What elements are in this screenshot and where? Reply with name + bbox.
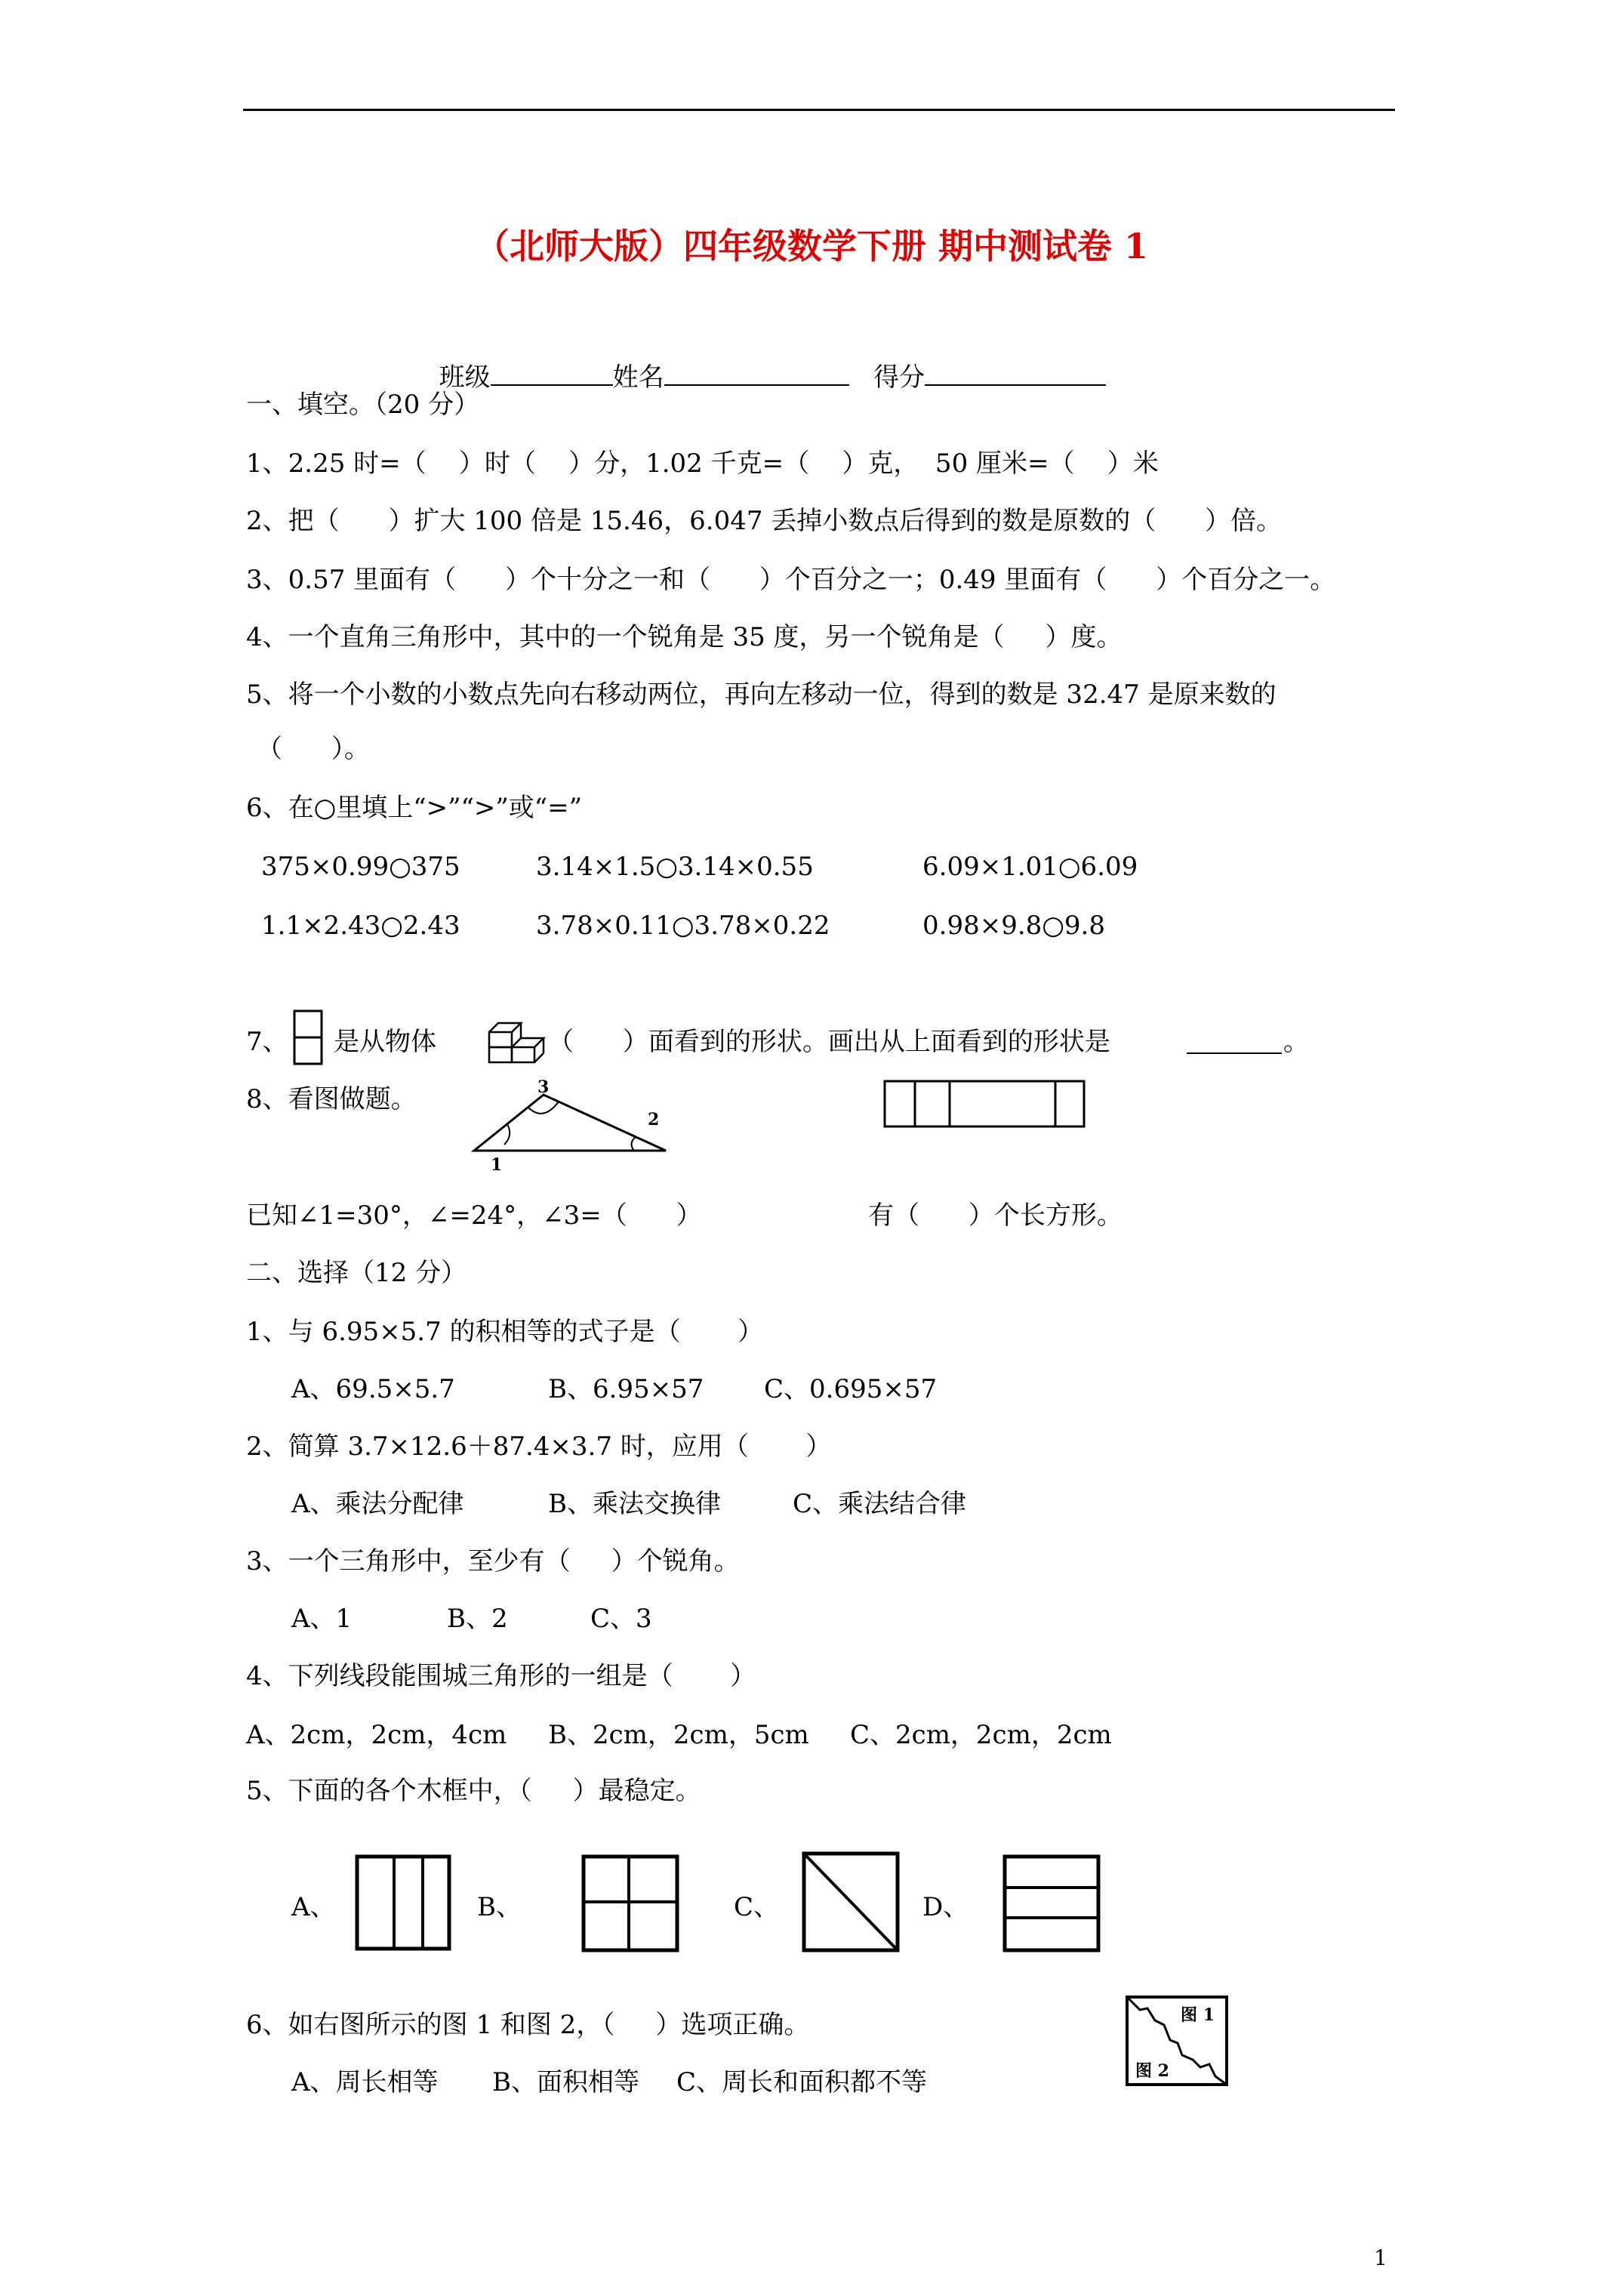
s2-q5-option-b[interactable]: B、 bbox=[477, 1892, 522, 1922]
s2-q1-option-a[interactable]: A、69.5×5.7 bbox=[291, 1374, 455, 1404]
s2-q2-option-a[interactable]: A、乘法分配律 bbox=[291, 1489, 464, 1519]
frame-d-figure bbox=[1002, 1854, 1101, 1952]
score-blank[interactable] bbox=[925, 384, 1106, 386]
s1-question-8: 8、看图做题。 bbox=[246, 1084, 417, 1114]
s2-q2-option-c[interactable]: C、乘法结合律 bbox=[793, 1489, 967, 1519]
class-label: 班级 bbox=[439, 362, 491, 393]
s1-question-7-num: 7、 bbox=[246, 1027, 288, 1057]
s2-q6-option-c[interactable]: C、周长和面积都不等 bbox=[676, 2067, 928, 2097]
s2-q3-option-a[interactable]: A、1 bbox=[291, 1604, 353, 1634]
s1-question-5-line1: 5、将一个小数的小数点先向右移动两位，再向左移动一位，得到的数是 32.47 是原来数的 bbox=[246, 680, 1277, 710]
s2-q5-option-d[interactable]: D、 bbox=[922, 1892, 969, 1922]
frame-a-figure bbox=[355, 1854, 453, 1952]
s1-question-8-rect: 有（ ）个长方形。 bbox=[868, 1200, 1123, 1231]
front-view-figure bbox=[293, 1009, 323, 1065]
s2-question-2: 2、简算 3.7×12.6＋87.4×3.7 时，应用（ ） bbox=[246, 1432, 832, 1462]
s2-q4-option-b[interactable]: B、2cm，2cm，5cm bbox=[548, 1720, 809, 1750]
s1-question-7-end: （ ）面看到的形状。画出从上面看到的形状是 bbox=[548, 1027, 1110, 1057]
frame-b-figure bbox=[581, 1854, 679, 1952]
section1-heading: 一、填空。（20 分） bbox=[246, 390, 480, 420]
score-label: 得分 bbox=[873, 362, 925, 393]
compare-item: 3.14×1.5○3.14×0.55 bbox=[536, 852, 814, 882]
fig1-label: 图 1 bbox=[1181, 2005, 1215, 2025]
s2-q5-option-a[interactable]: A、 bbox=[291, 1892, 336, 1922]
cubes-figure bbox=[488, 1015, 548, 1065]
triangle-figure bbox=[468, 1077, 672, 1160]
s2-q6-option-a[interactable]: A、周长相等 bbox=[291, 2067, 439, 2097]
s2-q4-option-a[interactable]: A、2cm，2cm，4cm bbox=[246, 1720, 507, 1750]
page-number: 1 bbox=[1374, 2245, 1387, 2270]
s2-question-3: 3、一个三角形中，至少有（ ）个锐角。 bbox=[246, 1546, 740, 1576]
compare-item: 375×0.99○375 bbox=[261, 852, 460, 882]
name-label: 姓名 bbox=[612, 362, 664, 393]
s2-q4-option-c[interactable]: C、2cm，2cm，2cm bbox=[850, 1720, 1112, 1750]
header-line bbox=[423, 332, 1106, 393]
triangle-label-2: 2 bbox=[648, 1110, 660, 1130]
section2-heading: 二、选择（12 分） bbox=[246, 1258, 467, 1288]
s1-question-3: 3、0.57 里面有（ ）个十分之一和（ ）个百分之一；0.49 里面有（ ）个百分之一。 bbox=[246, 565, 1336, 595]
s2-question-6: 6、如右图所示的图 1 和图 2，（ ）选项正确。 bbox=[246, 2010, 810, 2040]
s1-question-6: 6、在○里填上“>”“>”或“=” bbox=[246, 793, 583, 823]
s2-question-1: 1、与 6.95×5.7 的积相等的式子是（ ） bbox=[246, 1317, 764, 1347]
s2-q1-option-b[interactable]: B、6.95×57 bbox=[548, 1374, 704, 1404]
rectangles-figure bbox=[883, 1080, 1087, 1130]
compare-item: 3.78×0.11○3.78×0.22 bbox=[536, 911, 830, 941]
name-blank[interactable] bbox=[664, 384, 849, 386]
s2-q5-option-c[interactable]: C、 bbox=[734, 1892, 780, 1922]
s1-question-7-mid: 是从物体 bbox=[334, 1027, 436, 1057]
s2-q1-option-c[interactable]: C、0.695×57 bbox=[764, 1374, 938, 1404]
s1-question-5-line2: （ ）。 bbox=[257, 734, 370, 764]
frame-c-figure bbox=[802, 1851, 900, 1952]
s1-question-2: 2、把（ ）扩大 100 倍是 15.46，6.047 丢掉小数点后得到的数是原数的（ ）倍。 bbox=[246, 506, 1283, 536]
s1-question-7-period: 。 bbox=[1283, 1027, 1309, 1057]
fig2-label: 图 2 bbox=[1135, 2061, 1169, 2081]
top-rule bbox=[243, 109, 1395, 111]
s1-question-1: 1、2.25 时=（ ）时（ ）分，1.02 千克=（ ）克， 50 厘米=（ ）米 bbox=[246, 448, 1159, 479]
triangle-label-3: 3 bbox=[537, 1077, 550, 1097]
s2-q2-option-b[interactable]: B、乘法交换律 bbox=[548, 1489, 721, 1519]
s1-question-4: 4、一个直角三角形中，其中的一个锐角是 35 度，另一个锐角是（ ）度。 bbox=[246, 622, 1123, 652]
s2-q6-option-b[interactable]: B、面积相等 bbox=[492, 2067, 639, 2097]
class-blank[interactable] bbox=[491, 384, 613, 386]
s1-question-8-known: 已知∠1=30°，∠=24°，∠3=（ ） bbox=[246, 1200, 702, 1231]
page-title: （北师大版）四年级数学下册 期中测试卷 1 bbox=[474, 226, 1149, 267]
compare-item: 1.1×2.43○2.43 bbox=[261, 911, 460, 941]
s2-question-4: 4、下列线段能围城三角形的一组是（ ） bbox=[246, 1661, 756, 1691]
compare-item: 0.98×9.8○9.8 bbox=[922, 911, 1106, 941]
triangle-label-1: 1 bbox=[491, 1155, 503, 1175]
s2-q3-option-c[interactable]: C、3 bbox=[590, 1604, 652, 1634]
s2-question-5: 5、下面的各个木框中，（ ）最稳定。 bbox=[246, 1776, 701, 1806]
compare-item: 6.09×1.01○6.09 bbox=[922, 852, 1138, 882]
top-view-blank[interactable] bbox=[1187, 1052, 1282, 1054]
s2-q3-option-b[interactable]: B、2 bbox=[447, 1604, 508, 1634]
